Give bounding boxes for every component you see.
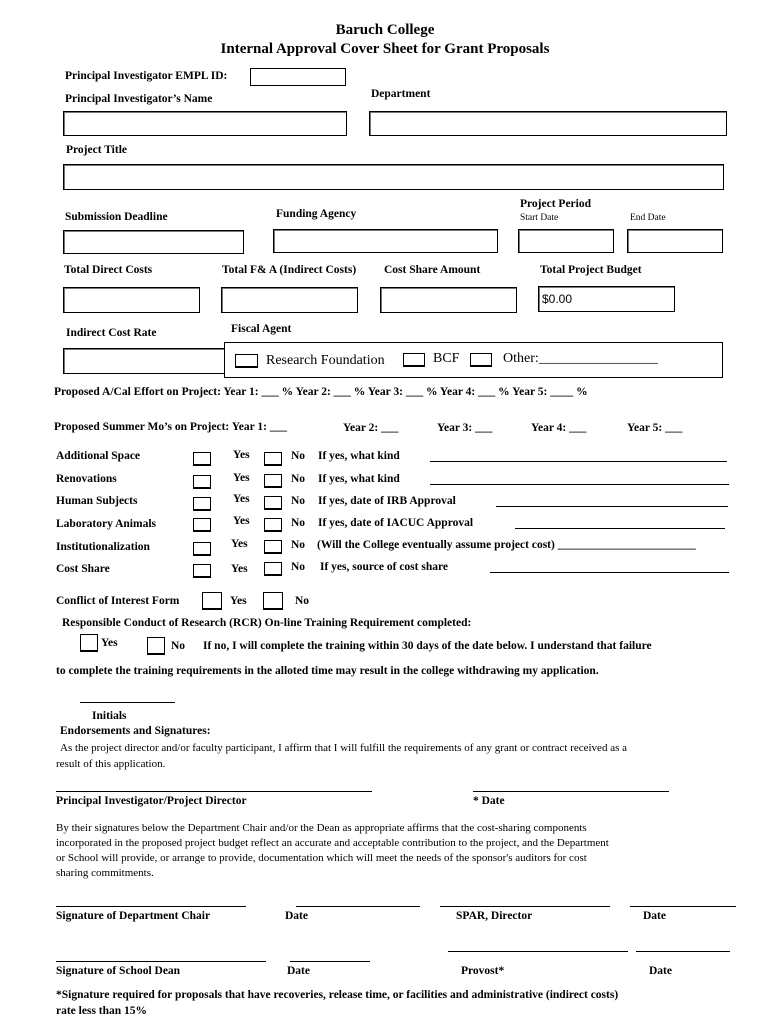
yn-detail-lab-animals: If yes, date of IACUC Approval [318, 517, 474, 529]
department-field[interactable] [369, 111, 727, 136]
renovations-no-checkbox[interactable] [264, 474, 282, 488]
academic-effort-line: Proposed A/Cal Effort on Project: Year 1: ___ % Year 2: ___ % Year 3: ___ % Year 4: ___ % Year 5: ____ % [54, 386, 588, 398]
total-fa-field[interactable] [221, 287, 358, 313]
total-budget-label: Total Project Budget [540, 264, 642, 276]
spar-date-line[interactable] [630, 906, 736, 907]
provost-signature-line[interactable] [448, 951, 628, 952]
endorse-heading: Endorsements and Signatures: [60, 725, 211, 737]
no-label: No [291, 517, 306, 529]
human-subjects-no-checkbox[interactable] [264, 496, 282, 510]
total-fa-label: Total F& A (Indirect Costs) [222, 264, 357, 276]
yes-label: Yes [233, 493, 250, 505]
no-label: No [291, 473, 306, 485]
yn-detail-cost-share: If yes, source of cost share [320, 561, 448, 573]
department-label: Department [371, 88, 431, 100]
cost-share-para-d: sharing commitments. [56, 867, 154, 879]
conflict-no-checkbox[interactable] [263, 592, 283, 610]
summer-year2: Year 2: ___ [343, 422, 399, 434]
empl-id-label: Principal Investigator EMPL ID: [65, 70, 228, 82]
yes-label: Yes [233, 449, 250, 461]
fiscal-rf-checkbox[interactable] [235, 354, 258, 368]
project-title-field[interactable] [63, 164, 724, 190]
yn-detail-additional-space: If yes, what kind [318, 450, 400, 462]
additional-space-no-checkbox[interactable] [264, 452, 282, 466]
human-subjects-line[interactable] [496, 506, 728, 507]
empl-id-field[interactable] [250, 68, 346, 86]
spar-director-label: SPAR, Director [456, 910, 533, 922]
conflict-yes-checkbox[interactable] [202, 592, 222, 610]
pi-date-line[interactable] [473, 791, 669, 792]
cost-share-no-checkbox[interactable] [264, 562, 282, 576]
fiscal-rf-label: Research Foundation [266, 353, 385, 368]
cost-share-para-b: incorporated in the proposed project budget reflect an accurate and acceptable contribution to the project, and the Department [56, 837, 609, 849]
summer-effort-label: Proposed Summer Mo’s on Project: Year 1: ___ [54, 421, 288, 433]
fiscal-agent-label: Fiscal Agent [231, 323, 292, 335]
pi-date-label: * Date [473, 795, 505, 807]
yn-label-cost-share: Cost Share [56, 563, 110, 575]
project-period-label: Project Period [520, 198, 591, 210]
indirect-rate-label: Indirect Cost Rate [66, 327, 157, 339]
yn-label-human-subjects: Human Subjects [56, 495, 138, 507]
college-name: Baruch College [335, 22, 435, 38]
funding-agency-field[interactable] [273, 229, 498, 253]
dean-signature-line[interactable] [56, 961, 266, 962]
no-label: No [291, 495, 306, 507]
chair-date-label: Date [285, 910, 308, 922]
provost-date-label: Date [649, 965, 672, 977]
funding-agency-label: Funding Agency [276, 208, 357, 220]
no-label: No [291, 539, 306, 551]
summer-year4: Year 4: ___ [531, 422, 587, 434]
pi-signature-label: Principal Investigator/Project Director [56, 795, 247, 807]
yn-detail-institutionalization: (Will the College eventually assume project cost) ________________________ [317, 539, 696, 551]
conflict-label: Conflict of Interest Form [56, 595, 180, 607]
affirm-line-b: result of this application. [56, 758, 166, 770]
summer-year3: Year 3: ___ [437, 422, 493, 434]
fiscal-other-label: Other:_________________ [503, 351, 658, 366]
additional-space-line[interactable] [430, 461, 727, 462]
rcr-statement-line2: to complete the training requirements in the alloted time may result in the college withdrawing my application. [56, 665, 599, 677]
lab-animals-line[interactable] [515, 528, 725, 529]
total-direct-field[interactable] [63, 287, 200, 313]
pi-name-label: Principal Investigator’s Name [65, 93, 213, 105]
chair-signature-line[interactable] [56, 906, 246, 907]
fiscal-bcf-label: BCF [433, 351, 460, 366]
dean-signature-label: Signature of School Dean [56, 965, 181, 977]
total-budget-field[interactable]: $0.00 [538, 286, 675, 312]
pi-name-field[interactable] [63, 111, 347, 136]
rcr-statement-line1: If no, I will complete the training within 30 days of the date below. I understand that failure [203, 640, 652, 652]
cost-share-line[interactable] [490, 572, 729, 573]
total-direct-label: Total Direct Costs [64, 264, 153, 276]
initials-line[interactable] [80, 702, 175, 703]
institutionalization-no-checkbox[interactable] [264, 540, 282, 554]
yes-label: Yes [230, 595, 247, 607]
renovations-yes-checkbox[interactable] [193, 475, 211, 489]
end-date-label: End Date [630, 213, 666, 223]
cost-share-yes-checkbox[interactable] [193, 564, 211, 578]
yn-detail-renovations: If yes, what kind [318, 473, 400, 485]
start-date-label: Start Date [520, 213, 559, 223]
yes-label: Yes [231, 538, 248, 550]
provost-date-line[interactable] [636, 951, 730, 952]
rcr-yes-checkbox[interactable] [80, 634, 98, 652]
rcr-heading: Responsible Conduct of Research (RCR) On-line Training Requirement completed: [62, 617, 472, 629]
yn-label-lab-animals: Laboratory Animals [56, 518, 156, 530]
yn-label-institutionalization: Institutionalization [56, 541, 150, 553]
institutionalization-yes-checkbox[interactable] [193, 542, 211, 556]
pi-signature-line[interactable] [56, 791, 372, 792]
yes-label: Yes [231, 563, 248, 575]
yn-label-renovations: Renovations [56, 473, 117, 485]
no-label: No [295, 595, 310, 607]
footnote-line-a: *Signature required for proposals that have recoveries, release time, or facilities and administrative (indirect costs) [56, 989, 619, 1001]
cost-share-para-a: By their signatures below the Department Chair and/or the Dean as appropriate affirms that the cost-sharing components [56, 822, 587, 834]
cost-share-amount-field[interactable] [380, 287, 517, 313]
form-title: Internal Approval Cover Sheet for Grant Proposals [220, 41, 550, 57]
chair-date-line[interactable] [296, 906, 420, 907]
cost-share-amount-label: Cost Share Amount [384, 264, 481, 276]
no-label: No [291, 561, 306, 573]
yes-label: Yes [233, 472, 250, 484]
provost-label: Provost* [461, 965, 505, 977]
spar-signature-line[interactable] [440, 906, 610, 907]
affirm-line-a: As the project director and/or faculty participant, I affirm that I will fulfill the requirements of any grant or contract received as a [60, 742, 627, 754]
rcr-no-checkbox[interactable] [147, 637, 165, 655]
chair-signature-label: Signature of Department Chair [56, 910, 211, 922]
no-label: No [291, 450, 306, 462]
dean-date-line[interactable] [290, 961, 370, 962]
project-title-label: Project Title [66, 144, 127, 156]
lab-animals-yes-checkbox[interactable] [193, 518, 211, 532]
submission-deadline-label: Submission Deadline [65, 211, 168, 223]
additional-space-yes-checkbox[interactable] [193, 452, 211, 466]
yes-label: Yes [233, 515, 250, 527]
spar-date-label: Date [643, 910, 666, 922]
submission-deadline-field[interactable] [63, 230, 244, 254]
human-subjects-yes-checkbox[interactable] [193, 497, 211, 511]
end-date-field[interactable] [627, 229, 723, 253]
cost-share-para-c: or School will provide, or arrange to provide, documentation which will meet the needs of the sponsor's auditors for cost [56, 852, 587, 864]
yn-detail-human-subjects: If yes, date of IRB Approval [318, 495, 456, 507]
dean-date-label: Date [287, 965, 310, 977]
yes-label: Yes [101, 637, 118, 649]
renovations-line[interactable] [430, 484, 729, 485]
fiscal-bcf-checkbox[interactable] [403, 353, 425, 367]
summer-year5: Year 5: ___ [627, 422, 683, 434]
fiscal-other-checkbox[interactable] [470, 353, 492, 367]
no-label: No [171, 640, 186, 652]
indirect-rate-field[interactable] [63, 348, 227, 374]
start-date-field[interactable] [518, 229, 614, 253]
lab-animals-no-checkbox[interactable] [264, 518, 282, 532]
footnote-line-b: rate less than 15% [56, 1005, 148, 1017]
yn-label-additional-space: Additional Space [56, 450, 141, 462]
initials-label: Initials [92, 710, 127, 722]
